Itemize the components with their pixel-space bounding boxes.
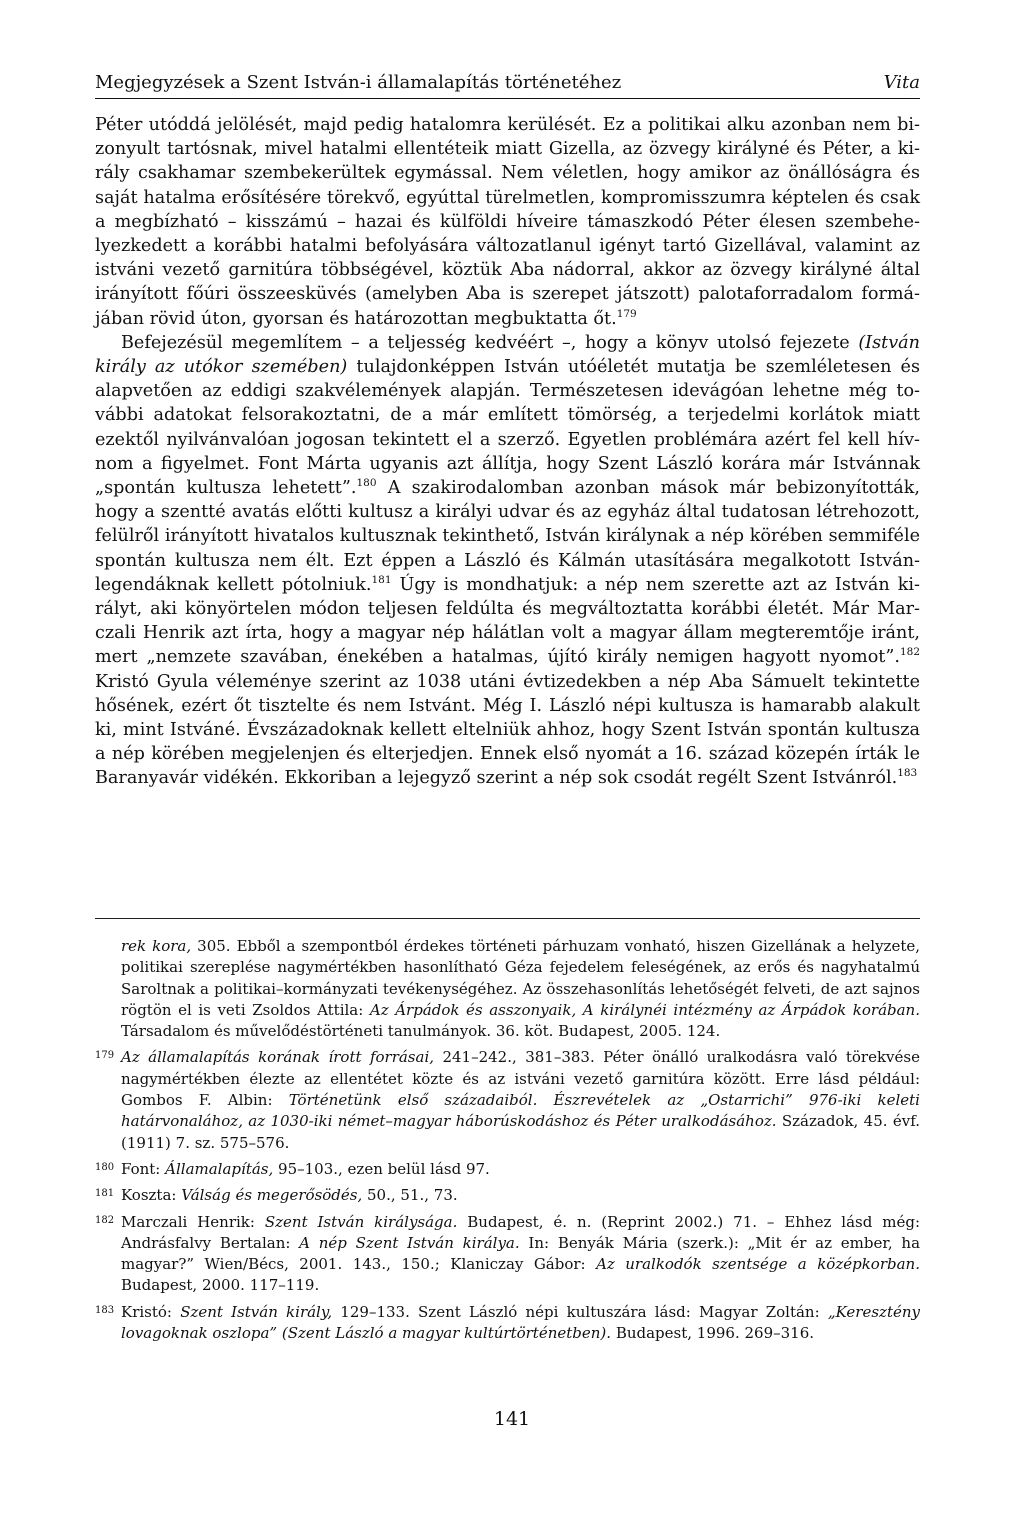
- footnotes: [95, 936, 920, 1349]
- footnote-ref-182[interactable]: 182: [899, 646, 920, 659]
- fn-text: 241–242., 381–383. Péter önálló uralkodásra való törekvése nagymértékben élezte az ellentétet közte és az istváni vezető garnitúra között. Erre lásd például: Gombos F. Albin:: [121, 1048, 920, 1110]
- paragraph-2-text-a: Befejezésül megemlítem – a teljesség kedvéért –, hogy a könyv utolsó fejezete: [121, 332, 859, 353]
- fn-italic: Válság és megerősödés,: [181, 1186, 363, 1205]
- chapter-title-italic: (István király az utókor szemében): [95, 332, 920, 378]
- paragraph-2-text-b: tulajdonképpen István utóéletét mutatja be szemléletesen és alapvetően az eddigi szakvélemények alapján. Természetesen idevágóan lehetne még további adatokat felsorakoztatni, de a már említett tömörség, a terjedelmi korlátok miatt ezektől nyilvánvalóan jogosan tekintett el a szerző. Egyetlen problémára azért fel kell hívnom a figyelmet. Font Márta ugyanis azt állítja, hogy Szent László korára már Istvánnak „spontán kultusza lehetett”.: [95, 357, 921, 499]
- footnote-182: [95, 1212, 920, 1297]
- fn-italic: Az Árpádok és asszonyaik, A királynéi intézmény az Árpádok korában.: [369, 1000, 920, 1019]
- footnote-number: 180: [95, 1161, 115, 1173]
- fn-text: Századok, 45. évf. (1911) 7. sz. 575–576.: [121, 1112, 920, 1152]
- fn-italic: Az államalapítás korának írott forrásai,: [121, 1048, 435, 1067]
- page-number: 141: [493, 1408, 531, 1430]
- fn-italic: A nép Szent István királya.: [299, 1233, 520, 1252]
- footnote-ref-181[interactable]: 181: [371, 573, 392, 586]
- footnote-number: 183: [95, 1304, 115, 1316]
- fn-text: In: Benyák Mária (szerk.): „Mit ér az ember, ha magyar?” Wien/Bécs, 2001. 143., 150.; Klaniczay Gábor:: [121, 1233, 921, 1274]
- body-text: [95, 113, 920, 791]
- footnote-number: 179: [95, 1050, 115, 1062]
- fn-text: 95–103., ezen belül lásd 97.: [273, 1159, 490, 1178]
- fn-text: Koszta:: [121, 1186, 182, 1205]
- footnote-181-text: [121, 1185, 920, 1206]
- footnote-183: [95, 1302, 920, 1345]
- running-header: [95, 72, 920, 99]
- fn-text: Marczali Henrik:: [121, 1212, 265, 1231]
- running-title: Megjegyzések a Szent István-i államalapítás történetéhez: [95, 72, 622, 93]
- footnote-180-text: [121, 1159, 920, 1180]
- paragraph-1: [95, 113, 920, 331]
- footnote-number-empty: [95, 936, 121, 1042]
- paragraph-2-text-d: Úgy is mondhatjuk: a nép nem szerette azt az István királyt, aki könyörtelen módon teljesen feldúlta és megváltoztatta korábbi életét. Már Marczali Henrik azt írta, hogy a magyar nép hálátlan volt a magyar állam megteremtője iránt, mert „nemzete szavában, énekében a hatalmas, újító király nemigen hagyott nyomot”.: [95, 574, 920, 668]
- fn-text: Font:: [121, 1159, 166, 1178]
- paragraph-2: [95, 331, 920, 791]
- footnote-ref-180[interactable]: 180: [356, 477, 377, 490]
- paragraph-2-text-e: Kristó Gyula véleménye szerint az 1038 utáni évtizedekben a nép Aba Sámuelt tekintette hősének, ezért őt tisztelte és nem Istvánt. Még I. László népi kultusza is hamarabb alakult ki, mint Istváné. Évszázadoknak kellett eltelniük ahhoz, hogy Szent István spontán kultusza a nép körében megjelenjen és elterjedjen. Ennek első nyomát a 16. század közepén írták le Baranyavár vidékén. Ekkoriban a lejegyző szerint a nép sok csodát regélt Szent Istvánról.: [95, 671, 920, 789]
- footnote-divider: [95, 918, 920, 919]
- fn-text: 305. Ebből a szempontból érdekes történeti párhuzam vonható, hiszen Gizellának a helyzete, politikai szereplése nagymértékben hasonlítható Géza fejedelem feleségének, az erős és nagyhatalmú Saroltnak a politikai–kormányzati tevékenységéhez. Az összehasonlítás lehetőségét felveti, de azt sajnos rögtön el is veti Zsoldos Attila:: [121, 937, 920, 1019]
- fn-text: 50., 51., 73.: [362, 1186, 458, 1205]
- footnote-continued-text: [121, 936, 920, 1042]
- fn-text: Budapest, 2000. 117–119.: [121, 1276, 320, 1295]
- page: [95, 72, 920, 791]
- footnote-179: [95, 1047, 920, 1153]
- fn-italic: Szent István királysága.: [264, 1212, 458, 1231]
- fn-italic: Az uralkodók szentsége a középkorban.: [596, 1255, 920, 1274]
- fn-italic: „Keresztény lovagoknak oszlopa” (Szent László a magyar kultúrtörténetben).: [121, 1302, 920, 1343]
- paragraph-1-text: Péter utóddá jelölését, majd pedig hatalomra kerülését. Ez a politikai alku azonban nem bizonyult tartósnak, mivel hatalmi ellentéteik miatt Gizella, az özvegy királyné és Péter, a király csakhamar szembekerültek egymással. Nem véletlen, hogy amikor az önállóságra és saját hatalma erősítésére törekvő, egyúttal türelmetlen, kompromisszumra képtelen és csak a megbízható – kisszámú – hazai és külföldi híveire támaszkodó Péter élesen szembehelyezkedett a korábbi hatalmi befolyására változatlanul igényt tartó Gizellával, valamint az istváni vezető garnitúra többségével, köztük Aba nádorral, akkor az özvegy királyné által irányított főúri összeesküvés (amelyben Aba is szerepet játszott) palotaforradalom formájában rövid úton, gyorsan és határozottan megbuktatta őt.: [95, 115, 920, 329]
- fn-text: Társadalom és művelődéstörténeti tanulmányok. 36. köt. Budapest, 2005. 124.: [121, 1022, 721, 1041]
- paragraph-2-text-c: A szakirodalomban azonban mások már bebizonyították, hogy a szentté avatás előtti kultusz a királyi udvar és az egyház által tudatosan létrehozott, felülről irányított hivatalos kultusznak tekinthető, István királynak a nép körében semmiféle spontán kultusza nem élt. Ezt éppen a László és Kálmán utasítására megalkotott István-legendáknak kellett pótolniuk.: [95, 478, 920, 595]
- footnote-number: 182: [95, 1214, 115, 1226]
- footnote-181: [95, 1185, 920, 1206]
- fn-text: Budapest, 1996. 269–316.: [611, 1324, 815, 1343]
- footnote-180: [95, 1159, 920, 1180]
- footnote-number: 181: [95, 1188, 115, 1200]
- footnote-182-text: [121, 1212, 920, 1297]
- footnote-179-text: [121, 1047, 920, 1153]
- footnote-183-text: [121, 1302, 920, 1345]
- fn-text: Kristó:: [121, 1302, 181, 1321]
- fn-text: 129–133. Szent László népi kultuszára lásd: Magyar Zoltán:: [332, 1302, 828, 1321]
- fn-text: Budapest, é. n. (Reprint 2002.) 71. – Ehhez lásd még: Andrásfalvy Bertalan:: [121, 1212, 920, 1252]
- footnote-continued: [95, 936, 920, 1042]
- fn-italic: Szent István király,: [180, 1302, 333, 1321]
- footnote-ref-179[interactable]: 179: [616, 307, 637, 320]
- fn-italic: Történetünk első századaiból. Észrevételek az „Ostarrichi” 976-iki keleti határvonalához, az 1030-iki német–magyar háborúskodáshoz és Péter uralkodásához.: [121, 1091, 920, 1131]
- section-label: Vita: [883, 72, 920, 93]
- fn-italic: Államalapítás,: [165, 1159, 274, 1178]
- fn-italic: rek kora,: [121, 937, 192, 955]
- footnote-ref-183[interactable]: 183: [897, 767, 918, 780]
